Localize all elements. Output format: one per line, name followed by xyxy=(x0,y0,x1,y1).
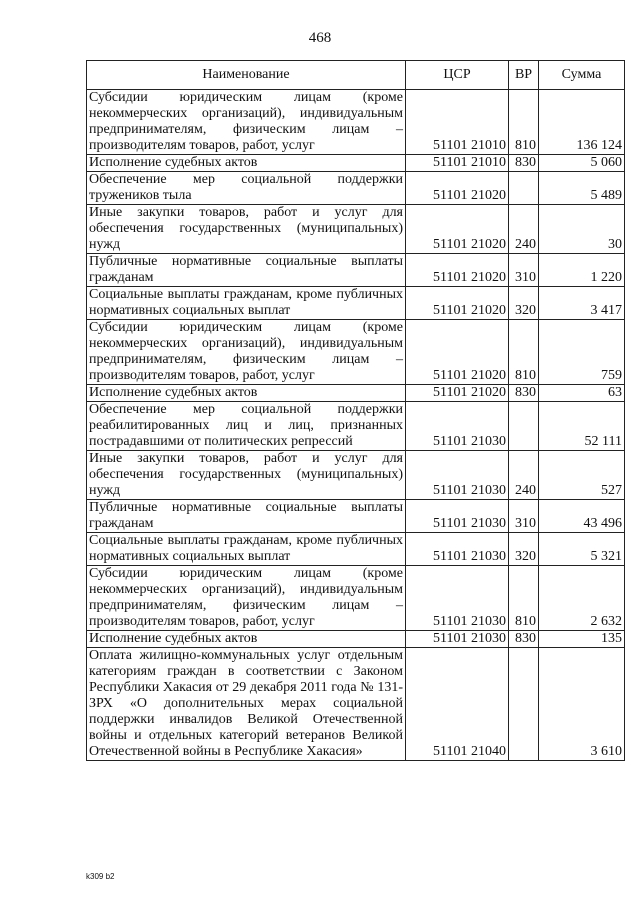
row-name: Иные закупки товаров, работ и услуг для обеспечения государственных (муниципальных) нужд xyxy=(87,205,406,254)
budget-table xyxy=(86,60,625,761)
row-csr: 51101 21020 xyxy=(406,320,509,385)
row-vr: 240 xyxy=(509,205,539,254)
table-row xyxy=(87,90,625,155)
row-csr: 51101 21030 xyxy=(406,451,509,500)
row-vr xyxy=(509,402,539,451)
row-vr: 320 xyxy=(509,287,539,320)
row-name: Исполнение судебных актов xyxy=(87,155,406,172)
row-sum: 5 060 xyxy=(539,155,625,172)
table-row xyxy=(87,500,625,533)
row-name: Иные закупки товаров, работ и услуг для обеспечения государственных (муниципальных) нужд xyxy=(87,451,406,500)
table-row xyxy=(87,402,625,451)
row-vr: 310 xyxy=(509,254,539,287)
row-vr: 830 xyxy=(509,385,539,402)
row-vr: 310 xyxy=(509,500,539,533)
row-sum: 135 xyxy=(539,631,625,648)
row-csr: 51101 21020 xyxy=(406,287,509,320)
row-sum: 2 632 xyxy=(539,566,625,631)
table-row xyxy=(87,385,625,402)
header-name: Наименование xyxy=(87,61,406,90)
header-csr: ЦСР xyxy=(406,61,509,90)
row-csr: 51101 21010 xyxy=(406,90,509,155)
row-name: Субсидии юридическим лицам (кроме некоммерческих организаций), индивидуальным предпринимателям, физическим лицам – производителям товаров, работ, услуг xyxy=(87,90,406,155)
row-name: Обеспечение мер социальной поддержки тружеников тыла xyxy=(87,172,406,205)
table-row xyxy=(87,631,625,648)
row-vr: 830 xyxy=(509,155,539,172)
row-vr: 810 xyxy=(509,320,539,385)
row-vr: 830 xyxy=(509,631,539,648)
row-sum: 63 xyxy=(539,385,625,402)
row-name: Субсидии юридическим лицам (кроме некоммерческих организаций), индивидуальным предпринимателям, физическим лицам – производителям товаров, работ, услуг xyxy=(87,566,406,631)
table-row xyxy=(87,451,625,500)
row-name: Субсидии юридическим лицам (кроме некоммерческих организаций), индивидуальным предпринимателям, физическим лицам – производителям товаров, работ, услуг xyxy=(87,320,406,385)
table-row xyxy=(87,254,625,287)
footer-code: k309 b2 xyxy=(86,872,115,881)
row-csr: 51101 21030 xyxy=(406,533,509,566)
row-csr: 51101 21020 xyxy=(406,172,509,205)
row-vr xyxy=(509,648,539,761)
row-sum: 759 xyxy=(539,320,625,385)
row-vr: 810 xyxy=(509,566,539,631)
row-csr: 51101 21030 xyxy=(406,402,509,451)
row-vr: 240 xyxy=(509,451,539,500)
row-sum: 30 xyxy=(539,205,625,254)
table-row xyxy=(87,155,625,172)
row-vr: 810 xyxy=(509,90,539,155)
row-sum: 52 111 xyxy=(539,402,625,451)
row-csr: 51101 21010 xyxy=(406,155,509,172)
row-csr: 51101 21030 xyxy=(406,500,509,533)
row-csr: 51101 21030 xyxy=(406,631,509,648)
row-csr: 51101 21020 xyxy=(406,385,509,402)
table-row xyxy=(87,172,625,205)
header-sum: Сумма xyxy=(539,61,625,90)
page-number: 468 xyxy=(308,30,332,46)
table-row xyxy=(87,287,625,320)
row-csr: 51101 21040 xyxy=(406,648,509,761)
table-row xyxy=(87,320,625,385)
row-csr: 51101 21020 xyxy=(406,205,509,254)
header-vr: ВР xyxy=(509,61,539,90)
table-row xyxy=(87,533,625,566)
row-sum: 3 417 xyxy=(539,287,625,320)
row-name: Публичные нормативные социальные выплаты гражданам xyxy=(87,254,406,287)
row-name: Социальные выплаты гражданам, кроме публичных нормативных социальных выплат xyxy=(87,533,406,566)
row-name: Публичные нормативные социальные выплаты гражданам xyxy=(87,500,406,533)
row-csr: 51101 21030 xyxy=(406,566,509,631)
row-sum: 5 489 xyxy=(539,172,625,205)
row-name: Оплата жилищно-коммунальных услуг отдельным категориям граждан в соответствии с Законом Республики Хакасия от 29 декабря 2011 года № 131-ЗРХ «О дополнительных мерах социальной поддержки инвалидов Великой Отечественной войны и отдельных категорий ветеранов Великой Отечественной войны в Республике Хакасия» xyxy=(87,648,406,761)
row-vr: 320 xyxy=(509,533,539,566)
row-name: Обеспечение мер социальной поддержки реабилитированных лиц и лиц, признанных пострадавшими от политических репрессий xyxy=(87,402,406,451)
row-sum: 1 220 xyxy=(539,254,625,287)
row-sum: 527 xyxy=(539,451,625,500)
row-vr xyxy=(509,172,539,205)
row-sum: 43 496 xyxy=(539,500,625,533)
row-sum: 136 124 xyxy=(539,90,625,155)
table-row xyxy=(87,648,625,761)
row-name: Исполнение судебных актов xyxy=(87,631,406,648)
row-sum: 3 610 xyxy=(539,648,625,761)
table-header-row xyxy=(87,61,625,90)
row-csr: 51101 21020 xyxy=(406,254,509,287)
table-row xyxy=(87,205,625,254)
row-name: Социальные выплаты гражданам, кроме публичных нормативных социальных выплат xyxy=(87,287,406,320)
row-name: Исполнение судебных актов xyxy=(87,385,406,402)
row-sum: 5 321 xyxy=(539,533,625,566)
table-row xyxy=(87,566,625,631)
table-body xyxy=(87,90,625,761)
